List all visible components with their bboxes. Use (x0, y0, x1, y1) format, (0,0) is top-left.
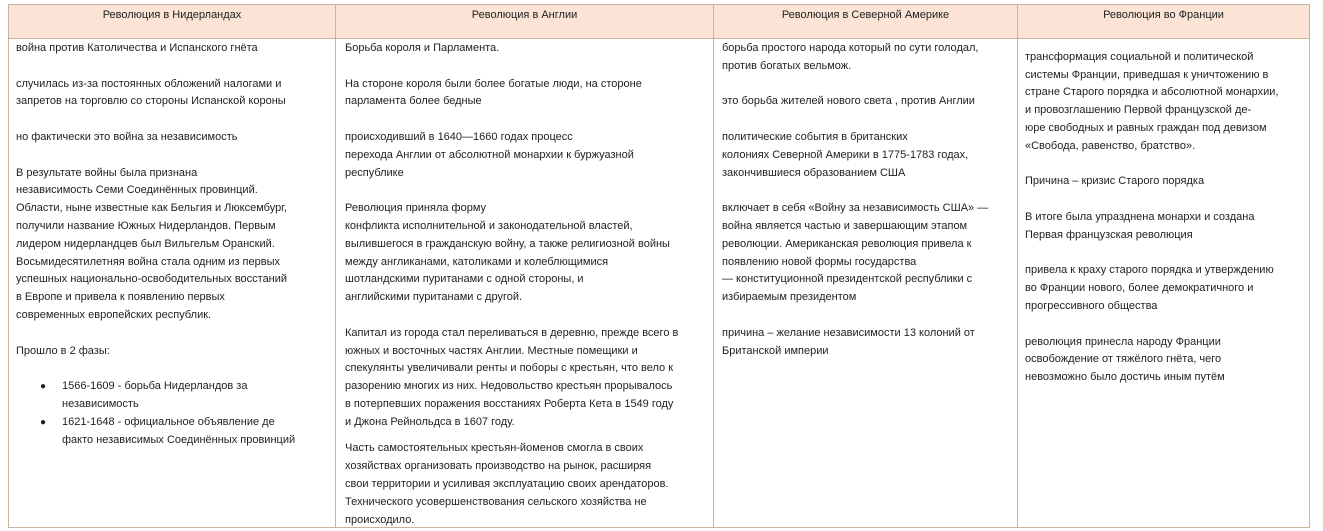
en-text: спекулянты увеличивали ренты и поборы с крестьян, что вело к (345, 362, 674, 375)
am-text: война является частью и завершающим этапом (722, 219, 968, 232)
am-text: это борьба жителей нового света , против Англии (722, 95, 975, 108)
en-text: Борьба короля и Парламента. (345, 42, 500, 54)
fr-text: юре свободных и равных граждан под девизом (1025, 122, 1267, 135)
cell-france (1018, 39, 1309, 527)
en-text: Революция приняла форму (345, 202, 487, 215)
fr-text: Первая французская революция (1025, 228, 1193, 241)
fr-text: освобождение от тяжёлого гнёта, чего (1025, 353, 1222, 366)
nl-text: современных европейских республик. (16, 308, 212, 321)
nl-text: в Европе и привела к появлению первых (16, 291, 225, 304)
fr-text: прогрессивного общества (1025, 300, 1158, 313)
nl-text: случилась из-за постоянных обложений налогами и (16, 77, 282, 90)
nl-text: Области, ныне известные как Бельгия и Люксембург, (16, 202, 287, 215)
am-text: политические события в британских (722, 130, 908, 143)
bullet-icon: ● (40, 381, 47, 393)
en-text: южных и восточных частях Англии. Местные помещики и (345, 344, 638, 357)
fr-text: невозможно было достичь иным путём (1025, 371, 1225, 384)
fr-text: Причина – кризис Старого порядка (1025, 175, 1205, 188)
cell-netherlands (9, 39, 336, 527)
am-text: борьба простого народа который по сути голодал, (722, 42, 979, 54)
en-text: происходило. (345, 513, 415, 526)
en-text: разорению многих из них. Недовольство крестьян прорывалось (345, 380, 673, 393)
en-text: и Джона Рейнольдса в 1607 году. (345, 415, 515, 428)
fr-text: привела к краху старого порядка и утверждению (1025, 264, 1274, 277)
nl-text: успешных национально-освободительных восстаний (16, 273, 288, 286)
am-text: — конституционной президентской республики с (722, 273, 973, 286)
fr-text: во Франции нового, более демократичного и (1025, 282, 1254, 295)
cell-america (714, 39, 1018, 527)
en-text: конфликта исполнительной и законодательной властей, (345, 219, 633, 232)
fr-text: и провозглашению Первой французской де- (1025, 104, 1252, 117)
en-text: Технического усовершенствования сельского хозяйства не (345, 495, 647, 508)
am-text: появлению новой формы государства (722, 255, 917, 268)
header-england: Революция в Англии (336, 5, 714, 38)
en-text: республике (345, 166, 404, 179)
fr-text: системы Франции, приведшая к уничтожению в (1025, 68, 1269, 81)
am-text: против богатых вельмож. (722, 59, 852, 72)
en-text: шотландскими пуританами с одной стороны, и (345, 273, 584, 286)
am-text: Британской империи (722, 344, 829, 357)
fr-text: революция принесла народу Франции (1025, 335, 1221, 348)
header-netherlands: Революция в Нидерландах (9, 5, 336, 38)
en-text: в потерпевших поражения восстаниях Роберта Кета в 1549 году (345, 397, 674, 410)
en-text: английскими пуританами с другой. (345, 291, 523, 304)
comparison-table (8, 4, 1310, 528)
en-text: парламента более бедные (345, 95, 482, 108)
en-text: перехода Англии от абсолютной монархии к буржуазной (345, 148, 634, 161)
en-text: На стороне короля были более богатые люди, на стороне (345, 77, 642, 90)
header-france: Революция во Франции (1103, 9, 1224, 21)
nl-text: лидером нидерландцев был Вильгельм Оранский. (16, 237, 275, 250)
list-item: ● 1566-1609 - борьба Нидерландов за независимость (40, 380, 248, 410)
fr-text: трансформация социальной и политической (1025, 50, 1254, 63)
nl-text: получили название Южных Нидерландов. Первым (16, 219, 276, 232)
en-text: вылившегося в гражданскую войну, а также религиозной войны (345, 237, 670, 250)
nl-text: Восьмидесятилетняя война стала одним из первых (16, 255, 280, 268)
nl-text: но фактически это война за независимость (16, 130, 238, 143)
list-item: ● 1621-1648 - официальное объявление де факто независимых Соединённых провинций (40, 415, 296, 446)
am-text: включает в себя «Войну за независимость США» — (722, 202, 989, 215)
en-text: хозяйствах организовать производство на рынок, расширяя (345, 460, 652, 473)
fr-text: «Свобода, равенство, братство». (1025, 139, 1196, 152)
fr-text: стране Старого порядка и абсолютной монархии, (1025, 86, 1279, 99)
am-text: причина – желание независимости 13 колоний от (722, 326, 975, 339)
am-text: колониях Северной Америки в 1775-1783 годах, (722, 148, 969, 161)
bullet-icon: ● (40, 416, 47, 428)
en-text: между англиканами, католиками и колеблющимися (345, 255, 609, 268)
fr-text: В итоге была упразднена монархи и создана (1025, 211, 1255, 224)
en-text: Часть самостоятельных крестьян-йоменов смогла в своих (345, 442, 644, 455)
cell-england (336, 39, 714, 527)
nl-text: Прошло в 2 фазы: (16, 344, 110, 357)
nl-text: независимость Семи Соединённых провинций. (16, 184, 258, 197)
en-text: происходивший в 1640—1660 годах процесс (345, 130, 573, 143)
nl-text: война против Католичества и Испанского гнёта (16, 42, 258, 54)
am-text: революции. Американская революция привела к (722, 237, 972, 250)
en-text: свои территории и усиливая эксплуатацию своих арендаторов. (345, 478, 669, 491)
header-america: Революция в Северной Америке (714, 5, 1018, 38)
nl-text: запретов на торговлю со стороны Испанской короны (16, 95, 286, 108)
nl-text: В результате войны была признана (16, 166, 198, 179)
phases-list (16, 378, 329, 449)
am-text: избираемым президентом (722, 291, 857, 304)
am-text: закончившиеся образованием США (722, 166, 906, 179)
table-header-row (9, 5, 1309, 39)
en-text: Капитал из города стал переливаться в деревню, прежде всего в (345, 326, 679, 339)
